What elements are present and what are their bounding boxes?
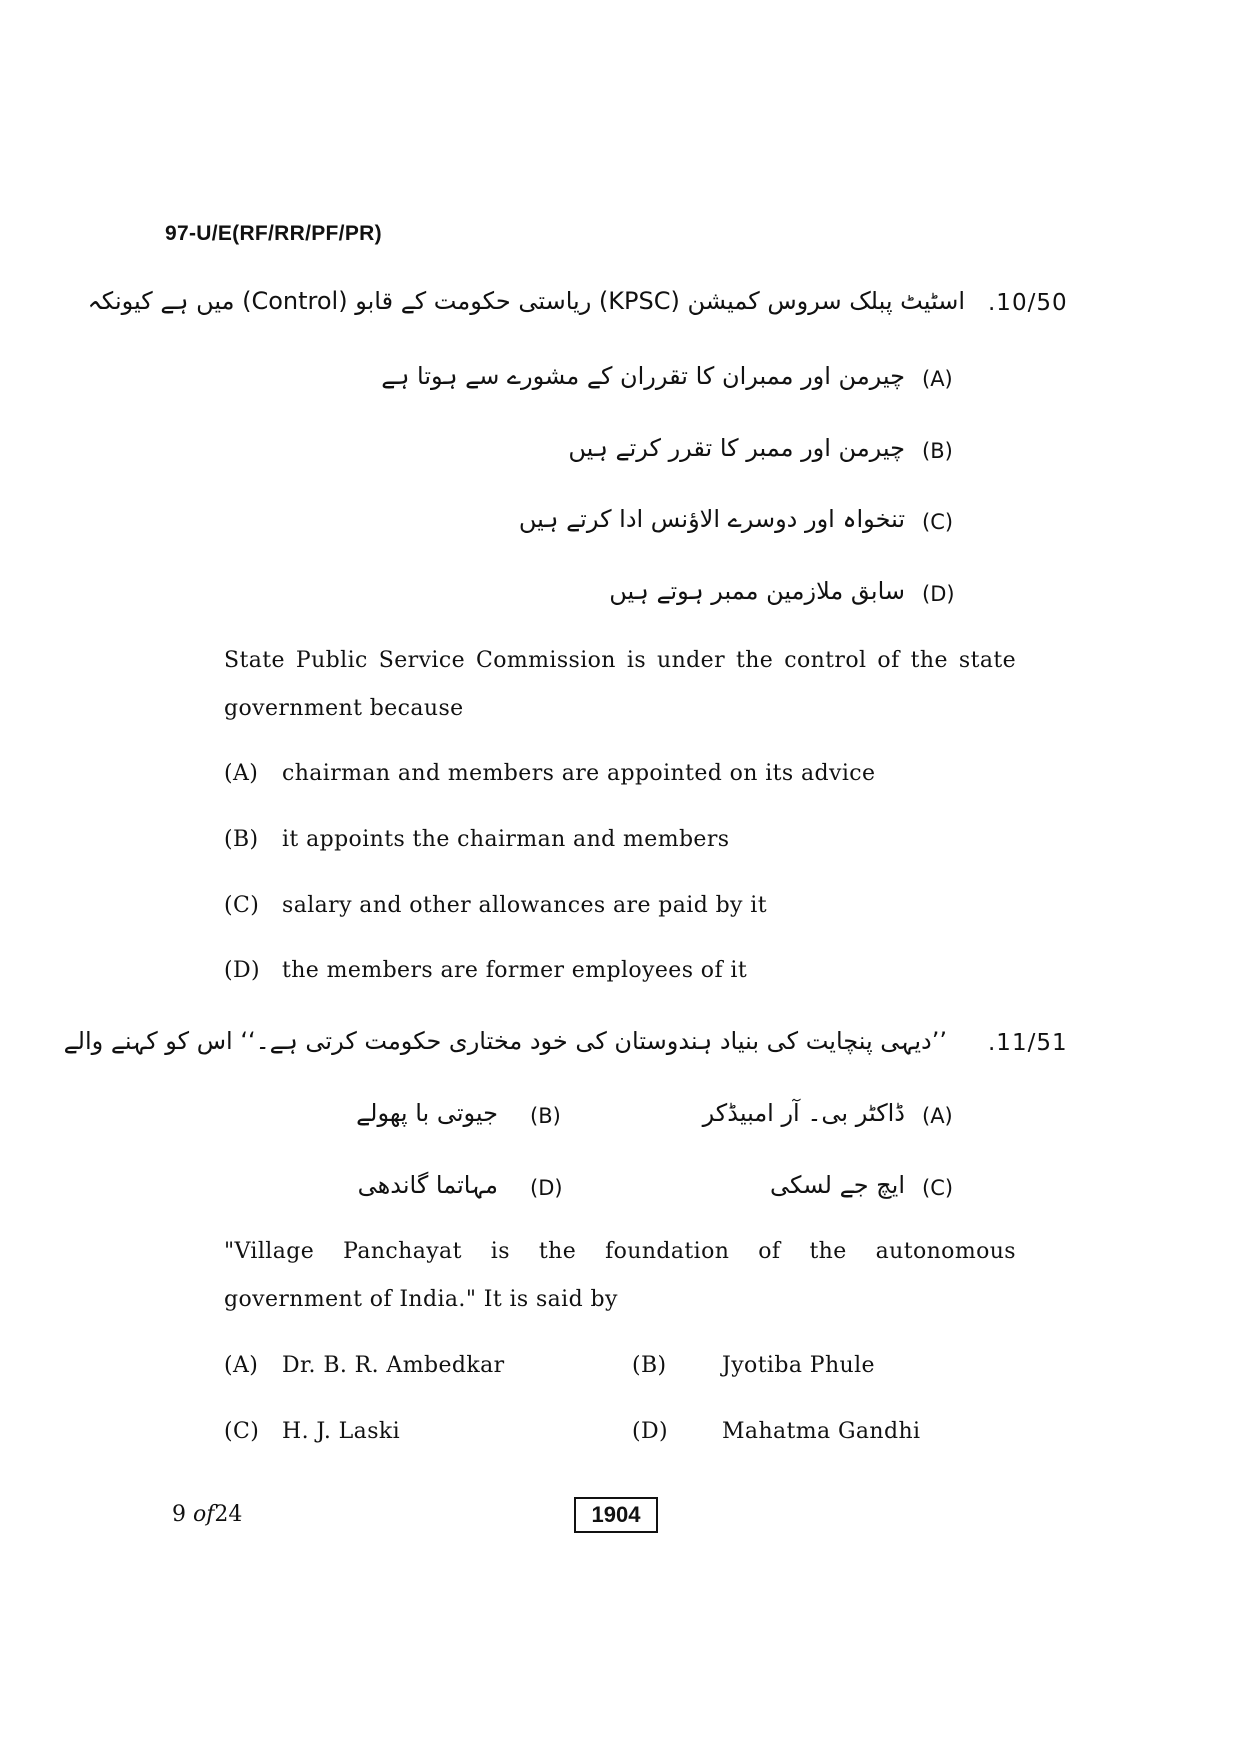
q11-urdu-option-c: ایچ جے لسکی — [770, 1171, 905, 1199]
q10-number: .10/50 — [988, 290, 1068, 316]
q10-option-c-label: (C) — [224, 893, 260, 918]
q11-urdu-option-c-label: (C) — [922, 1176, 954, 1200]
q11-urdu-option-a: ڈاکٹر بی۔ آر امبیڈکر — [702, 1099, 905, 1127]
q11-number: .11/51 — [988, 1030, 1068, 1056]
q10-option-b-label: (B) — [224, 827, 259, 852]
q10-option-a: chairman and members are appointed on its advice — [282, 761, 876, 786]
q10-urdu-option-c-label: (C) — [922, 510, 954, 534]
q10-option-d: the members are former employees of it — [282, 958, 748, 983]
q11-option-d: Mahatma Gandhi — [722, 1419, 921, 1444]
page-current: 9 — [172, 1502, 186, 1527]
q11-option-a: Dr. B. R. Ambedkar — [282, 1353, 505, 1378]
page-number — [172, 1502, 242, 1527]
booklet-code: 1904 — [574, 1497, 658, 1533]
q11-option-a-label: (A) — [224, 1353, 259, 1378]
q10-urdu-option-a: چیرمن اور ممبران کا تقرران کے مشورے سے ہوتا ہے — [381, 362, 905, 390]
q10-urdu-option-c: تنخواہ اور دوسرے الاؤنس ادا کرتے ہیں — [518, 505, 905, 533]
q10-option-c: salary and other allowances are paid by it — [282, 893, 767, 918]
page-of: of — [193, 1502, 215, 1527]
q10-option-a-label: (A) — [224, 761, 259, 786]
q11-urdu-option-d-label: (D) — [530, 1176, 563, 1200]
q10-urdu-question: اسٹیٹ پبلک سروس کمیشن (KPSC) ریاستی حکومت کے قابو (Control) میں ہے کیونکہ — [87, 287, 965, 315]
q10-english-question-line2: government because — [224, 696, 464, 721]
q11-option-c-label: (C) — [224, 1419, 260, 1444]
q10-english-question-line1: State Public Service Commission is under the control of the state — [224, 648, 1016, 673]
q11-urdu-option-b-label: (B) — [530, 1104, 561, 1128]
q11-option-b: Jyotiba Phule — [722, 1353, 875, 1378]
q11-option-d-label: (D) — [632, 1419, 669, 1444]
q11-urdu-option-b: جیوتی با پھولے — [356, 1099, 498, 1127]
q10-urdu-option-d-label: (D) — [922, 582, 955, 606]
q10-urdu-option-b-label: (B) — [922, 439, 953, 463]
q11-option-b-label: (B) — [632, 1353, 667, 1378]
q11-urdu-option-a-label: (A) — [922, 1104, 953, 1128]
q11-option-c: H. J. Laski — [282, 1419, 401, 1444]
q11-english-question-line1: "Village Panchayat is the foundation of the autonomous — [224, 1239, 1016, 1264]
q11-urdu-question: ’’دیہی پنچایت کی بنیاد ہندوستان کی خود مختاری حکومت کرتی ہے۔‘‘ اس کو کہنے والے — [63, 1027, 947, 1055]
q11-urdu-option-d: مہاتما گاندھی — [357, 1171, 498, 1199]
paper-code: 97-U/E(RF/RR/PF/PR) — [165, 222, 382, 245]
q10-urdu-option-a-label: (A) — [922, 367, 953, 391]
page-total: 24 — [214, 1502, 243, 1527]
q10-option-b: it appoints the chairman and members — [282, 827, 730, 852]
q10-urdu-option-b: چیرمن اور ممبر کا تقرر کرتے ہیں — [568, 434, 905, 462]
q10-option-d-label: (D) — [224, 958, 261, 983]
q11-english-question-line2: government of India." It is said by — [224, 1287, 618, 1312]
q10-urdu-option-d: سابق ملازمین ممبر ہوتے ہیں — [609, 577, 905, 605]
